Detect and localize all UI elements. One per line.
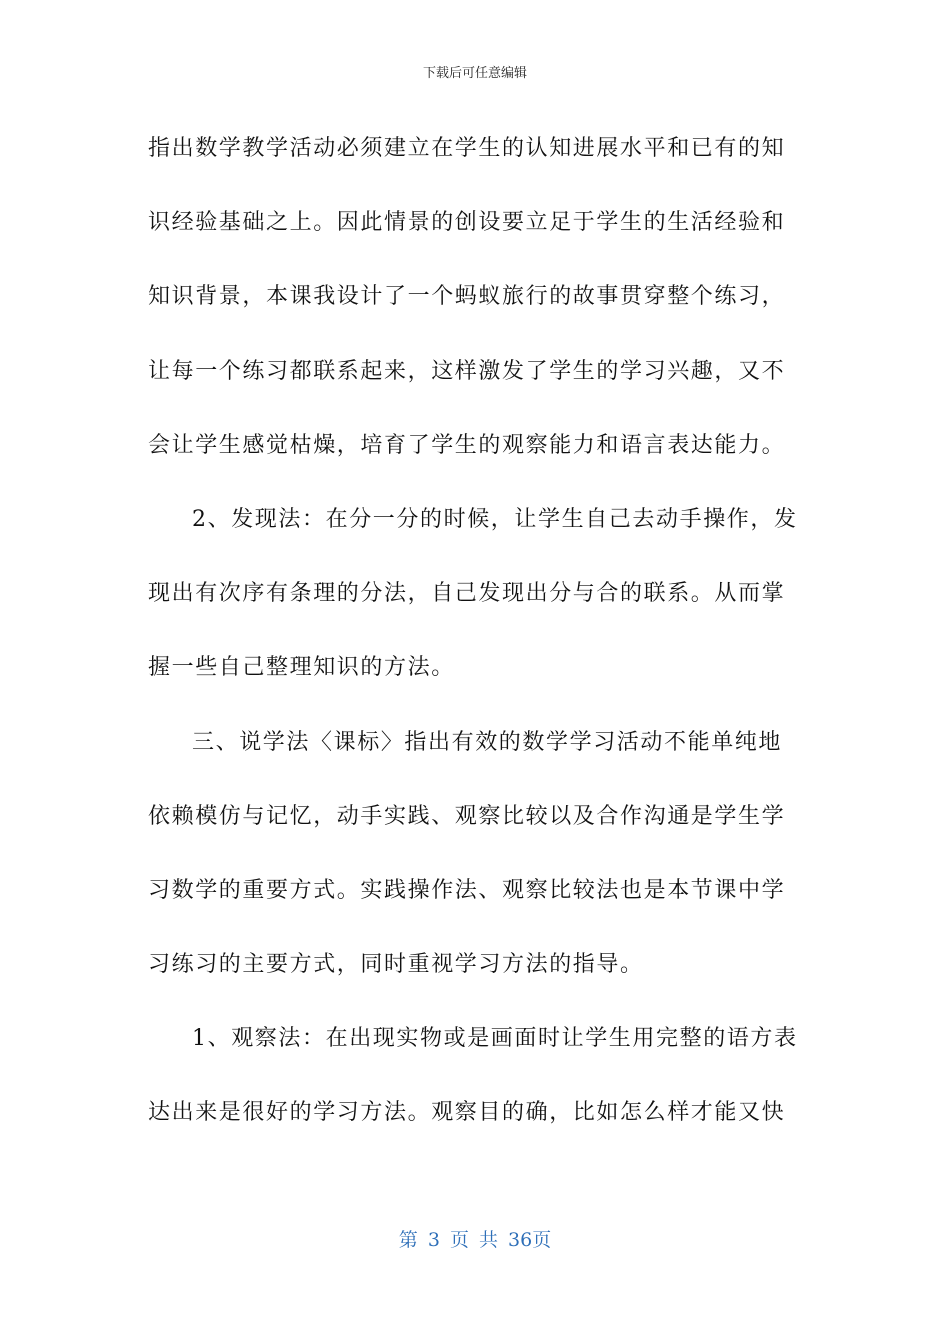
paragraph-3	[148, 706, 808, 1003]
text-line: 达出来是很好的学习方法。观察目的确，比如怎么样才能又快	[148, 1100, 786, 1126]
text-line: 指出数学教学活动必须建立在学生的认知进展水平和已有的知	[148, 136, 786, 161]
text-line: 握一些自己整理知识的方法。	[148, 655, 455, 681]
document-body	[148, 112, 808, 1151]
text-line: 2、发现法：在分一分的时候，让学生自己去动手操作，发	[192, 506, 798, 532]
text-line: 知识背景，本课我设计了一个蚂蚁旅行的故事贯穿整个练习，	[148, 284, 786, 310]
paragraph-2	[148, 483, 808, 706]
page-header: 下载后可任意编辑	[422, 66, 527, 81]
page-footer: 第 3 页 共 36页	[398, 1229, 552, 1251]
text-line: 1、观察法：在出现实物或是画面时让学生用完整的语方表	[192, 1026, 798, 1052]
text-line: 识经验基础之上。因此情景的创设要立足于学生的生活经验和	[148, 210, 786, 236]
text-line: 会让学生感觉枯燥，培育了学生的观察能力和语言表达能力。	[148, 432, 786, 458]
text-line: 三、说学法〈课标〉指出有效的数学学习活动不能单纯地	[192, 729, 783, 755]
paragraph-1	[148, 112, 808, 483]
text-line: 习数学的重要方式。实践操作法、观察比较法也是本节课中学	[148, 877, 786, 903]
text-line: 现出有次序有条理的分法，自己发现出分与合的联系。从而掌	[148, 581, 786, 607]
text-line: 让每一个练习都联系起来，这样激发了学生的学习兴趣，又不	[148, 358, 786, 384]
text-line: 依赖模仿与记忆，动手实践、观察比较以及合作沟通是学生学	[148, 803, 786, 829]
text-line: 习练习的主要方式，同时重视学习方法的指导。	[148, 952, 644, 978]
paragraph-4	[148, 1002, 808, 1150]
